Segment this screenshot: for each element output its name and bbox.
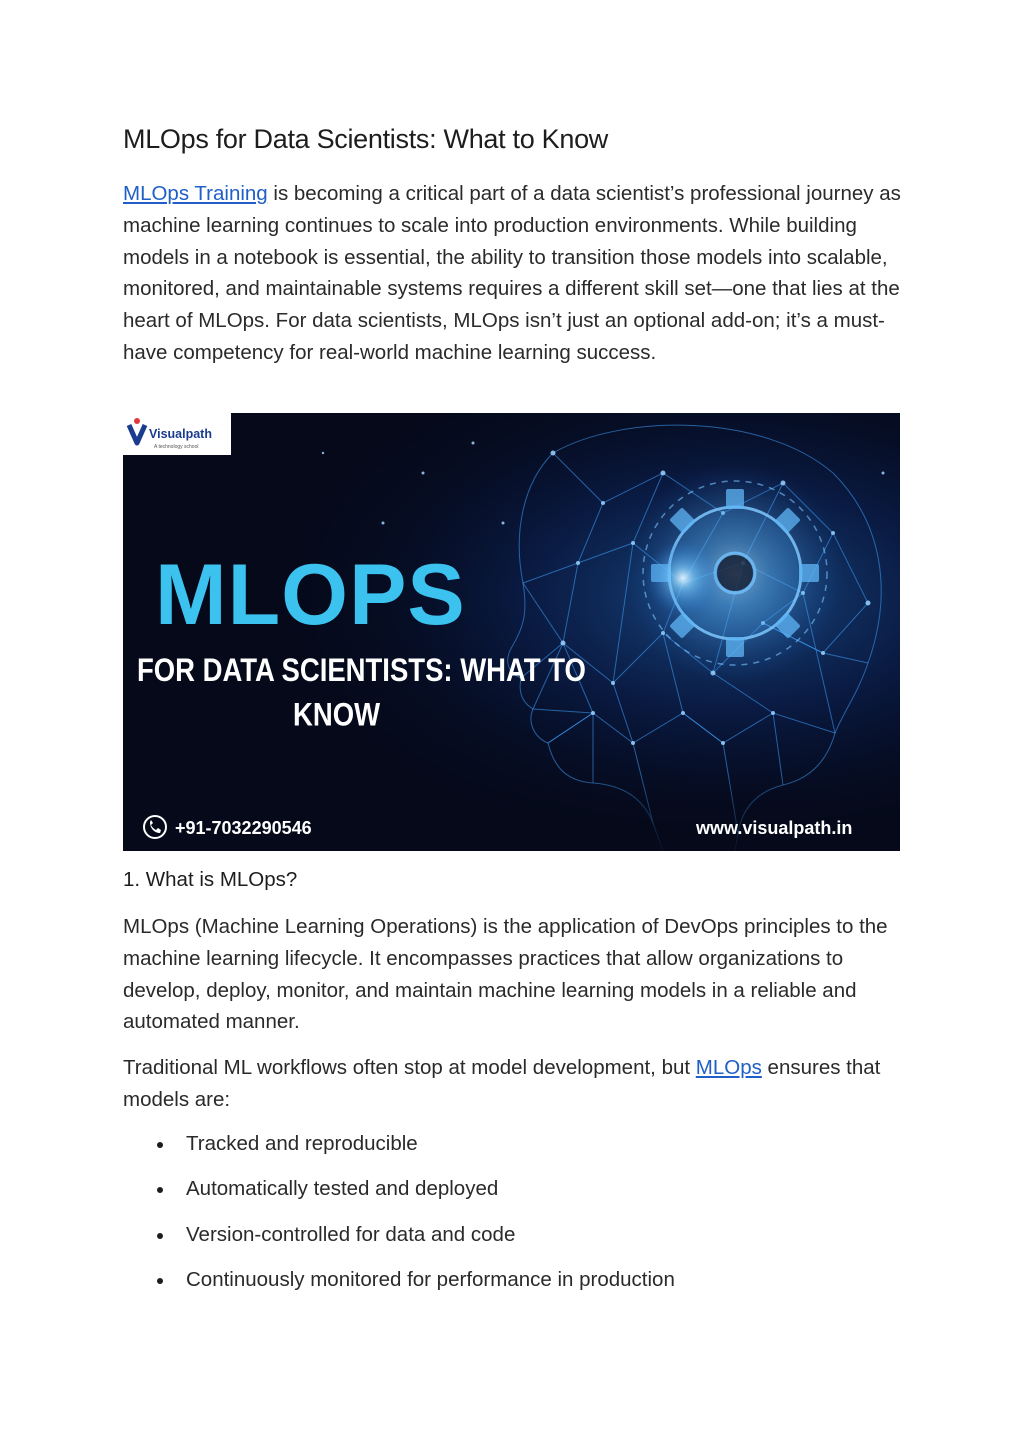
logo-tagline: A technology school xyxy=(154,444,199,450)
section-heading: 1. What is MLOps? xyxy=(123,868,298,891)
mlops-link[interactable]: MLOps xyxy=(695,1056,762,1079)
bullet-icon xyxy=(157,1278,163,1284)
article-title: MLOps for Data Scientists: What to Know xyxy=(123,124,608,154)
banner-website: www.visualpath.in xyxy=(696,818,853,838)
list-item-text: Version-controlled for data and code xyxy=(186,1222,516,1246)
list-item xyxy=(123,1128,675,1173)
list-item xyxy=(123,1264,675,1309)
section-paragraph-2 xyxy=(123,1052,903,1116)
list-item-text: Automatically tested and deployed xyxy=(186,1177,499,1201)
mlops-training-link[interactable]: MLOps Training xyxy=(123,182,268,205)
bullet-icon xyxy=(157,1233,163,1239)
logo-text: Visualpath xyxy=(149,427,212,441)
bullet-icon xyxy=(157,1187,163,1193)
list-item-text: Continuously monitored for performance in production xyxy=(186,1267,675,1291)
intro-text: is becoming a critical part of a data scientist’s professional journey as machine learning continues to scale into production environments. While building models in a notebook is essential, the ability to transition those models into scalable, monitored, and maintainable systems requires a different skill set—one that lies at the heart of MLOps. For data scientists, MLOps isn’t just an optional add-on; it’s a must-have competency for real-world machine learning success. xyxy=(123,182,901,364)
list-item-text: Tracked and reproducible xyxy=(186,1132,418,1155)
list-item xyxy=(123,1173,675,1218)
banner-headline: MLOPS xyxy=(155,547,466,643)
banner-phone: +91-7032290546 xyxy=(175,818,312,838)
para2-text-before: Traditional ML workflows often stop at model development, but xyxy=(123,1056,696,1079)
bullet-icon xyxy=(157,1142,163,1148)
banner-subheadline-line1: FOR DATA SCIENTISTS: WHAT TO xyxy=(137,652,586,689)
intro-paragraph xyxy=(123,178,903,369)
para2-text-after: ensures that models are: xyxy=(123,1056,881,1111)
list-item xyxy=(123,1219,675,1264)
mlops-benefits-list xyxy=(123,1128,675,1309)
banner-subheadline-line2: KNOW xyxy=(293,697,381,734)
mlops-banner-image xyxy=(123,413,900,851)
section-paragraph-1: MLOps (Machine Learning Operations) is the application of DevOps principles to the machine learning lifecycle. It encompasses practices that allow organizations to develop, deploy, monitor, and maintain machine learning models in a reliable and automated manner. xyxy=(123,915,888,1034)
visualpath-logo xyxy=(123,413,231,455)
